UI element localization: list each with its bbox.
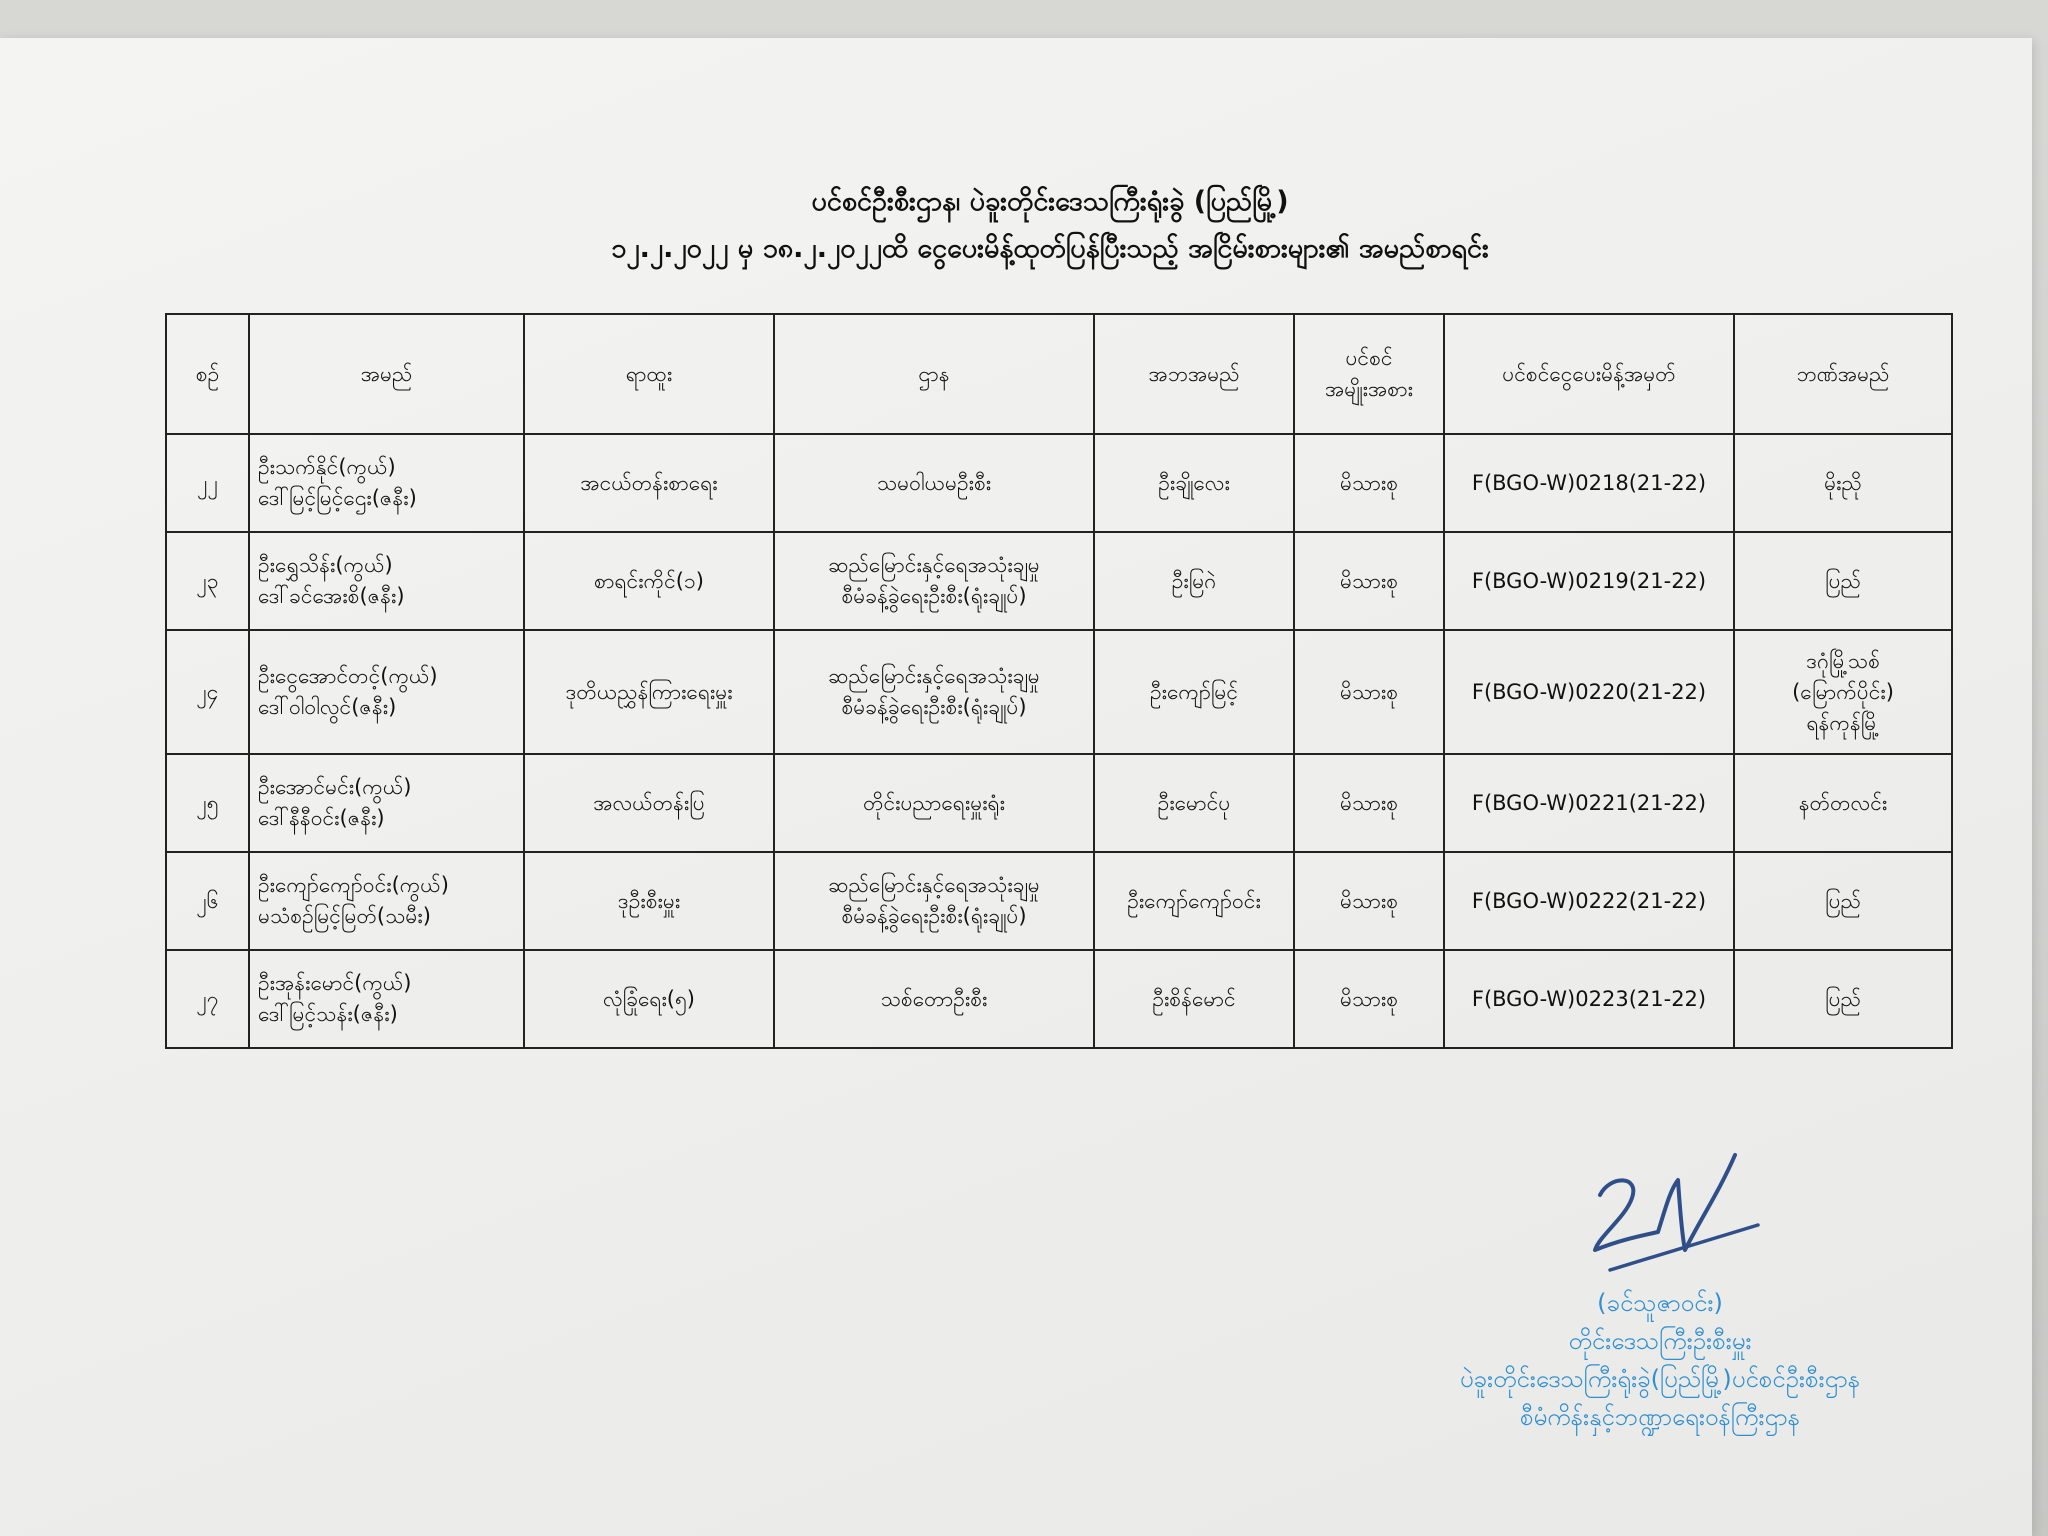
cell-department <box>774 532 1094 630</box>
header-pension-type-line-1: ပင်စင် <box>1345 346 1393 370</box>
cell-bank-line-1: နတ်တလင်း <box>1798 790 1888 815</box>
cell-department <box>774 950 1094 1048</box>
table-row <box>166 434 1952 532</box>
cell-name-heir: ဒေါ်ခင်အေးစိ(ဇနီး) <box>258 584 405 608</box>
cell-no: ၂၇ <box>166 950 249 1048</box>
cell-name <box>249 754 524 852</box>
cell-bank-line-1: မိုးညို <box>1824 470 1862 495</box>
cell-name-heir: ဒေါ်မြင့်မြင့်ဌေး(ဇနီး) <box>258 486 417 510</box>
cell-order-no: F(BGO-W)0223(21-22) <box>1444 950 1734 1048</box>
header-name: အမည် <box>249 314 524 434</box>
cell-pension-type: မိသားစု <box>1294 950 1444 1048</box>
cell-father: ဦးကျော်ကျော်ဝင်း <box>1094 852 1294 950</box>
table-row <box>166 754 1952 852</box>
cell-name <box>249 434 524 532</box>
table-row <box>166 950 1952 1048</box>
table-row <box>166 630 1952 754</box>
cell-name-deceased: ဦးသက်နိုင်(ကွယ်) <box>258 455 396 479</box>
cell-bank-line-1: ပြည် <box>1825 888 1861 913</box>
header-father: အဘအမည် <box>1094 314 1294 434</box>
cell-no: ၂၂ <box>166 434 249 532</box>
cell-order-no: F(BGO-W)0219(21-22) <box>1444 532 1734 630</box>
cell-department-line-1: ဆည်မြောင်းနှင့်ရေအသုံးချမှု <box>828 664 1040 688</box>
cell-bank <box>1734 434 1952 532</box>
cell-name-deceased: ဦးရွှေသိန်း(ကွယ်) <box>258 553 393 577</box>
cell-name-deceased: ဦးကျော်ကျော်ဝင်း(ကွယ်) <box>258 873 449 897</box>
pensioner-table <box>165 313 1953 1049</box>
signatory-ministry: စီမံကိန်းနှင့်ဘဏ္ဍာရေးဝန်ကြီးဌာန <box>1519 1403 1801 1431</box>
cell-name-deceased: ဦးအောင်မင်း(ကွယ်) <box>258 775 412 799</box>
cell-father: ဦးချိုလေး <box>1094 434 1294 532</box>
header-bank: ဘဏ်အမည် <box>1734 314 1952 434</box>
cell-order-no: F(BGO-W)0218(21-22) <box>1444 434 1734 532</box>
cell-department <box>774 852 1094 950</box>
signature-block <box>1440 1140 1880 1460</box>
cell-department-line-2: စီမံခန့်ခွဲရေးဦးစီး(ရုံးချုပ်) <box>841 695 1027 719</box>
cell-bank <box>1734 630 1952 754</box>
signatory-office: ပဲခူးတိုင်းဒေသကြီးရုံးခွဲ(ပြည်မြို့)ပင်စင်ဦးစီးဌာန <box>1459 1365 1861 1393</box>
cell-department-line-1: သမဝါယမဦးစီး <box>876 470 992 495</box>
cell-name-heir: မသံစဉ်မြင့်မြတ်(သမီး) <box>258 904 431 928</box>
header-pension-type-line-2: အမျိုးအစား <box>1325 377 1413 401</box>
cell-pension-type: မိသားစု <box>1294 852 1444 950</box>
header-rank: ရာထူး <box>524 314 774 434</box>
cell-name <box>249 852 524 950</box>
header-pension-type <box>1294 314 1444 434</box>
signature-text <box>1440 1284 1880 1436</box>
cell-bank-line-1: ပြည် <box>1825 568 1861 593</box>
signatory-name: (ခင်သူဇာဝင်း) <box>1597 1289 1723 1317</box>
header-order-no: ပင်စင်ငွေပေးမိန့်အမှတ် <box>1444 314 1734 434</box>
table-row <box>166 852 1952 950</box>
cell-name <box>249 532 524 630</box>
document-title <box>160 178 1940 272</box>
title-line-1: ပင်စင်ဦးစီးဌာန၊ ပဲခူးတိုင်းဒေသကြီးရုံးခွဲ (ပြည်မြို့) <box>811 186 1289 217</box>
cell-bank <box>1734 950 1952 1048</box>
cell-department-line-1: သစ်တောဦးစီး <box>880 986 988 1011</box>
cell-rank: စာရင်းကိုင်(၁) <box>524 532 774 630</box>
cell-department-line-1: ဆည်မြောင်းနှင့်ရေအသုံးချမှု <box>828 553 1040 577</box>
cell-rank: အလယ်တန်းပြ <box>524 754 774 852</box>
cell-department <box>774 630 1094 754</box>
cell-name <box>249 630 524 754</box>
cell-no: ၂၅ <box>166 754 249 852</box>
cell-name <box>249 950 524 1048</box>
cell-pension-type: မိသားစု <box>1294 532 1444 630</box>
cell-name-heir: ဒေါ်မြင့်သန်း(ဇနီး) <box>258 1002 398 1026</box>
cell-department-line-2: စီမံခန့်ခွဲရေးဦးစီး(ရုံးချုပ်) <box>841 904 1027 928</box>
title-line-2: ၁၂.၂.၂၀၂၂ မှ ၁၈.၂.၂၀၂၂ထိ ငွေပေးမိန့်ထုတ်ပြန်ပြီးသည့် အငြိမ်းစားများ၏ အမည်စာရင်း <box>611 233 1489 264</box>
cell-bank <box>1734 754 1952 852</box>
cell-rank: အငယ်တန်းစာရေး <box>524 434 774 532</box>
cell-pension-type: မိသားစု <box>1294 754 1444 852</box>
cell-department <box>774 754 1094 852</box>
cell-father: ဦးကျော်မြင့် <box>1094 630 1294 754</box>
cell-no: ၂၆ <box>166 852 249 950</box>
table-row <box>166 532 1952 630</box>
cell-department-line-1: ဆည်မြောင်းနှင့်ရေအသုံးချမှု <box>828 873 1040 897</box>
cell-department <box>774 434 1094 532</box>
cell-no: ၂၄ <box>166 630 249 754</box>
cell-order-no: F(BGO-W)0222(21-22) <box>1444 852 1734 950</box>
cell-bank <box>1734 532 1952 630</box>
cell-pension-type: မိသားစု <box>1294 630 1444 754</box>
cell-bank-line-3: ရန်ကုန်မြို့ <box>1806 710 1880 735</box>
cell-pension-type: မိသားစု <box>1294 434 1444 532</box>
cell-rank: ဒုဦးစီးမှူး <box>524 852 774 950</box>
cell-department-line-1: တိုင်းပညာရေးမှူးရုံး <box>863 790 1005 815</box>
cell-bank-line-1: ပြည် <box>1825 986 1861 1011</box>
signatory-title: တိုင်းဒေသကြီးဦးစီးမှူး <box>1568 1327 1752 1355</box>
cell-name-heir: ဒေါ်ဝါဝါလွင်(ဇနီး) <box>258 695 397 719</box>
cell-father: ဦးမြဂဲ <box>1094 532 1294 630</box>
cell-order-no: F(BGO-W)0220(21-22) <box>1444 630 1734 754</box>
cell-father: ဦးမောင်ပု <box>1094 754 1294 852</box>
header-no: စဉ် <box>166 314 249 434</box>
handwritten-signature <box>1570 1140 1770 1290</box>
table-header-row <box>166 314 1952 434</box>
cell-bank-line-2: (မြောက်ပိုင်း) <box>1792 679 1894 704</box>
cell-name-deceased: ဦးအုန်းမောင်(ကွယ်) <box>258 971 412 995</box>
cell-rank: ဒုတိယညွှန်ကြားရေးမှူး <box>524 630 774 754</box>
cell-name-heir: ဒေါ်နီနီဝင်း(ဇနီး) <box>258 806 385 830</box>
cell-rank: လုံခြုံရေး(၅) <box>524 950 774 1048</box>
header-department: ဌာန <box>774 314 1094 434</box>
cell-father: ဦးစိန်မောင် <box>1094 950 1294 1048</box>
cell-order-no: F(BGO-W)0221(21-22) <box>1444 754 1734 852</box>
cell-bank <box>1734 852 1952 950</box>
cell-bank-line-1: ဒဂုံမြို့သစ် <box>1806 648 1880 673</box>
cell-no: ၂၃ <box>166 532 249 630</box>
cell-name-deceased: ဦးငွေအောင်တင့်(ကွယ်) <box>258 664 438 688</box>
cell-department-line-2: စီမံခန့်ခွဲရေးဦးစီး(ရုံးချုပ်) <box>841 584 1027 608</box>
